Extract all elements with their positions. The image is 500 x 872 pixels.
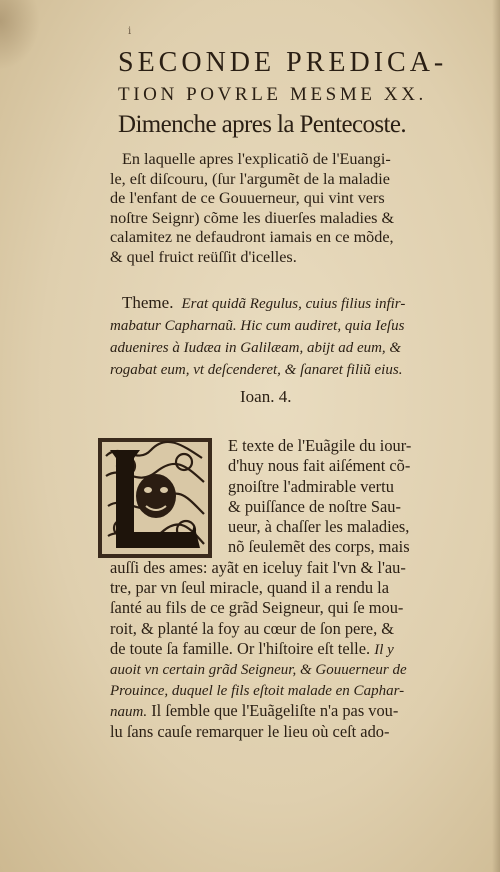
main-line: auſſi des ames: ayãt en iceluy fait l'vn & l'au- — [110, 557, 406, 577]
main-line: E texte de l'Euãgile du iour- — [228, 436, 412, 455]
italic-line: auoit vn certain grãd Seigneur, & Gouuerneur de — [110, 662, 407, 679]
main-line: tre, par vn ſeul miracle, quand il a rendu la — [110, 578, 389, 598]
folio-mark: i — [128, 26, 132, 37]
theme-line: aduenires à Iudæa in Galilæam, abijt ad eum, & — [110, 340, 402, 356]
summary-line: de l'enfant de ce Gouuerneur, qui vint vers — [110, 189, 385, 207]
summary-line: & quel fruict reüſſit d'icelles. — [110, 247, 297, 266]
main-text — [110, 436, 470, 742]
main-line: Il ſemble que l'Euãgeliſte n'a pas vou- — [151, 700, 399, 720]
italic-text: Il y — [374, 641, 394, 658]
main-line: roit, & planté la foy au cœur de ſon pere, & — [110, 618, 395, 638]
main-line: de toute ſa famille. Or l'hiſtoire eſt telle. — [110, 638, 371, 658]
theme-line: Erat quidã Regulus, cuius filius infir- — [181, 296, 406, 312]
theme-label: Theme. — [122, 293, 174, 312]
sermon-title — [118, 48, 480, 140]
main-line: ueur, à chaſſer les maladies, — [228, 517, 410, 537]
summary-line: En laquelle apres l'explicatiõ de l'Euangi- — [122, 150, 391, 168]
summary-line: noſtre Seignr) cõme les diuerſes maladies & — [110, 208, 395, 227]
main-line: ſanté au fils de ce grãd Seigneur, qui ſe mou- — [110, 598, 404, 618]
page-edge-shadow — [492, 0, 500, 872]
main-line: gnoiſtre l'admirable vertu — [228, 476, 394, 496]
italic-line: Prouince, duquel le fils eſtoit malade en Caphar- — [110, 682, 405, 699]
main-line: & puiſſance de noſtre Sau- — [228, 496, 401, 516]
main-line: d'huy nous fait aiſément cõ- — [228, 456, 411, 476]
title-line-3: Dimenche apres la Pentecoste. — [118, 111, 407, 138]
title-line-1: SECONDE PREDICA- — [118, 47, 448, 78]
main-line: nõ ſeulemẽt des corps, mais — [228, 537, 410, 557]
page-stain — [0, 0, 40, 70]
main-line: lu ſans cauſe remarquer le lieu où ceſt ado- — [110, 722, 390, 742]
theme-line: mabatur Capharnaũ. Hic cum audiret, quia Ieſus — [110, 318, 405, 334]
theme-passage — [110, 292, 470, 381]
summary-line: le, eſt diſcouru, (ſur l'argumẽt de la maladie — [110, 169, 390, 188]
theme-line: rogabat eum, vt deſcenderet, & ſanaret filiũ eius. — [110, 362, 403, 378]
scripture-reference: Ioan. 4. — [240, 387, 292, 406]
title-line-2: TION POVRLE MESME XX. — [118, 84, 427, 105]
sermon-summary — [110, 150, 470, 267]
summary-line: calamitez ne defaudront iamais en ce mõde, — [110, 228, 394, 246]
italic-text: naum. — [110, 703, 148, 720]
